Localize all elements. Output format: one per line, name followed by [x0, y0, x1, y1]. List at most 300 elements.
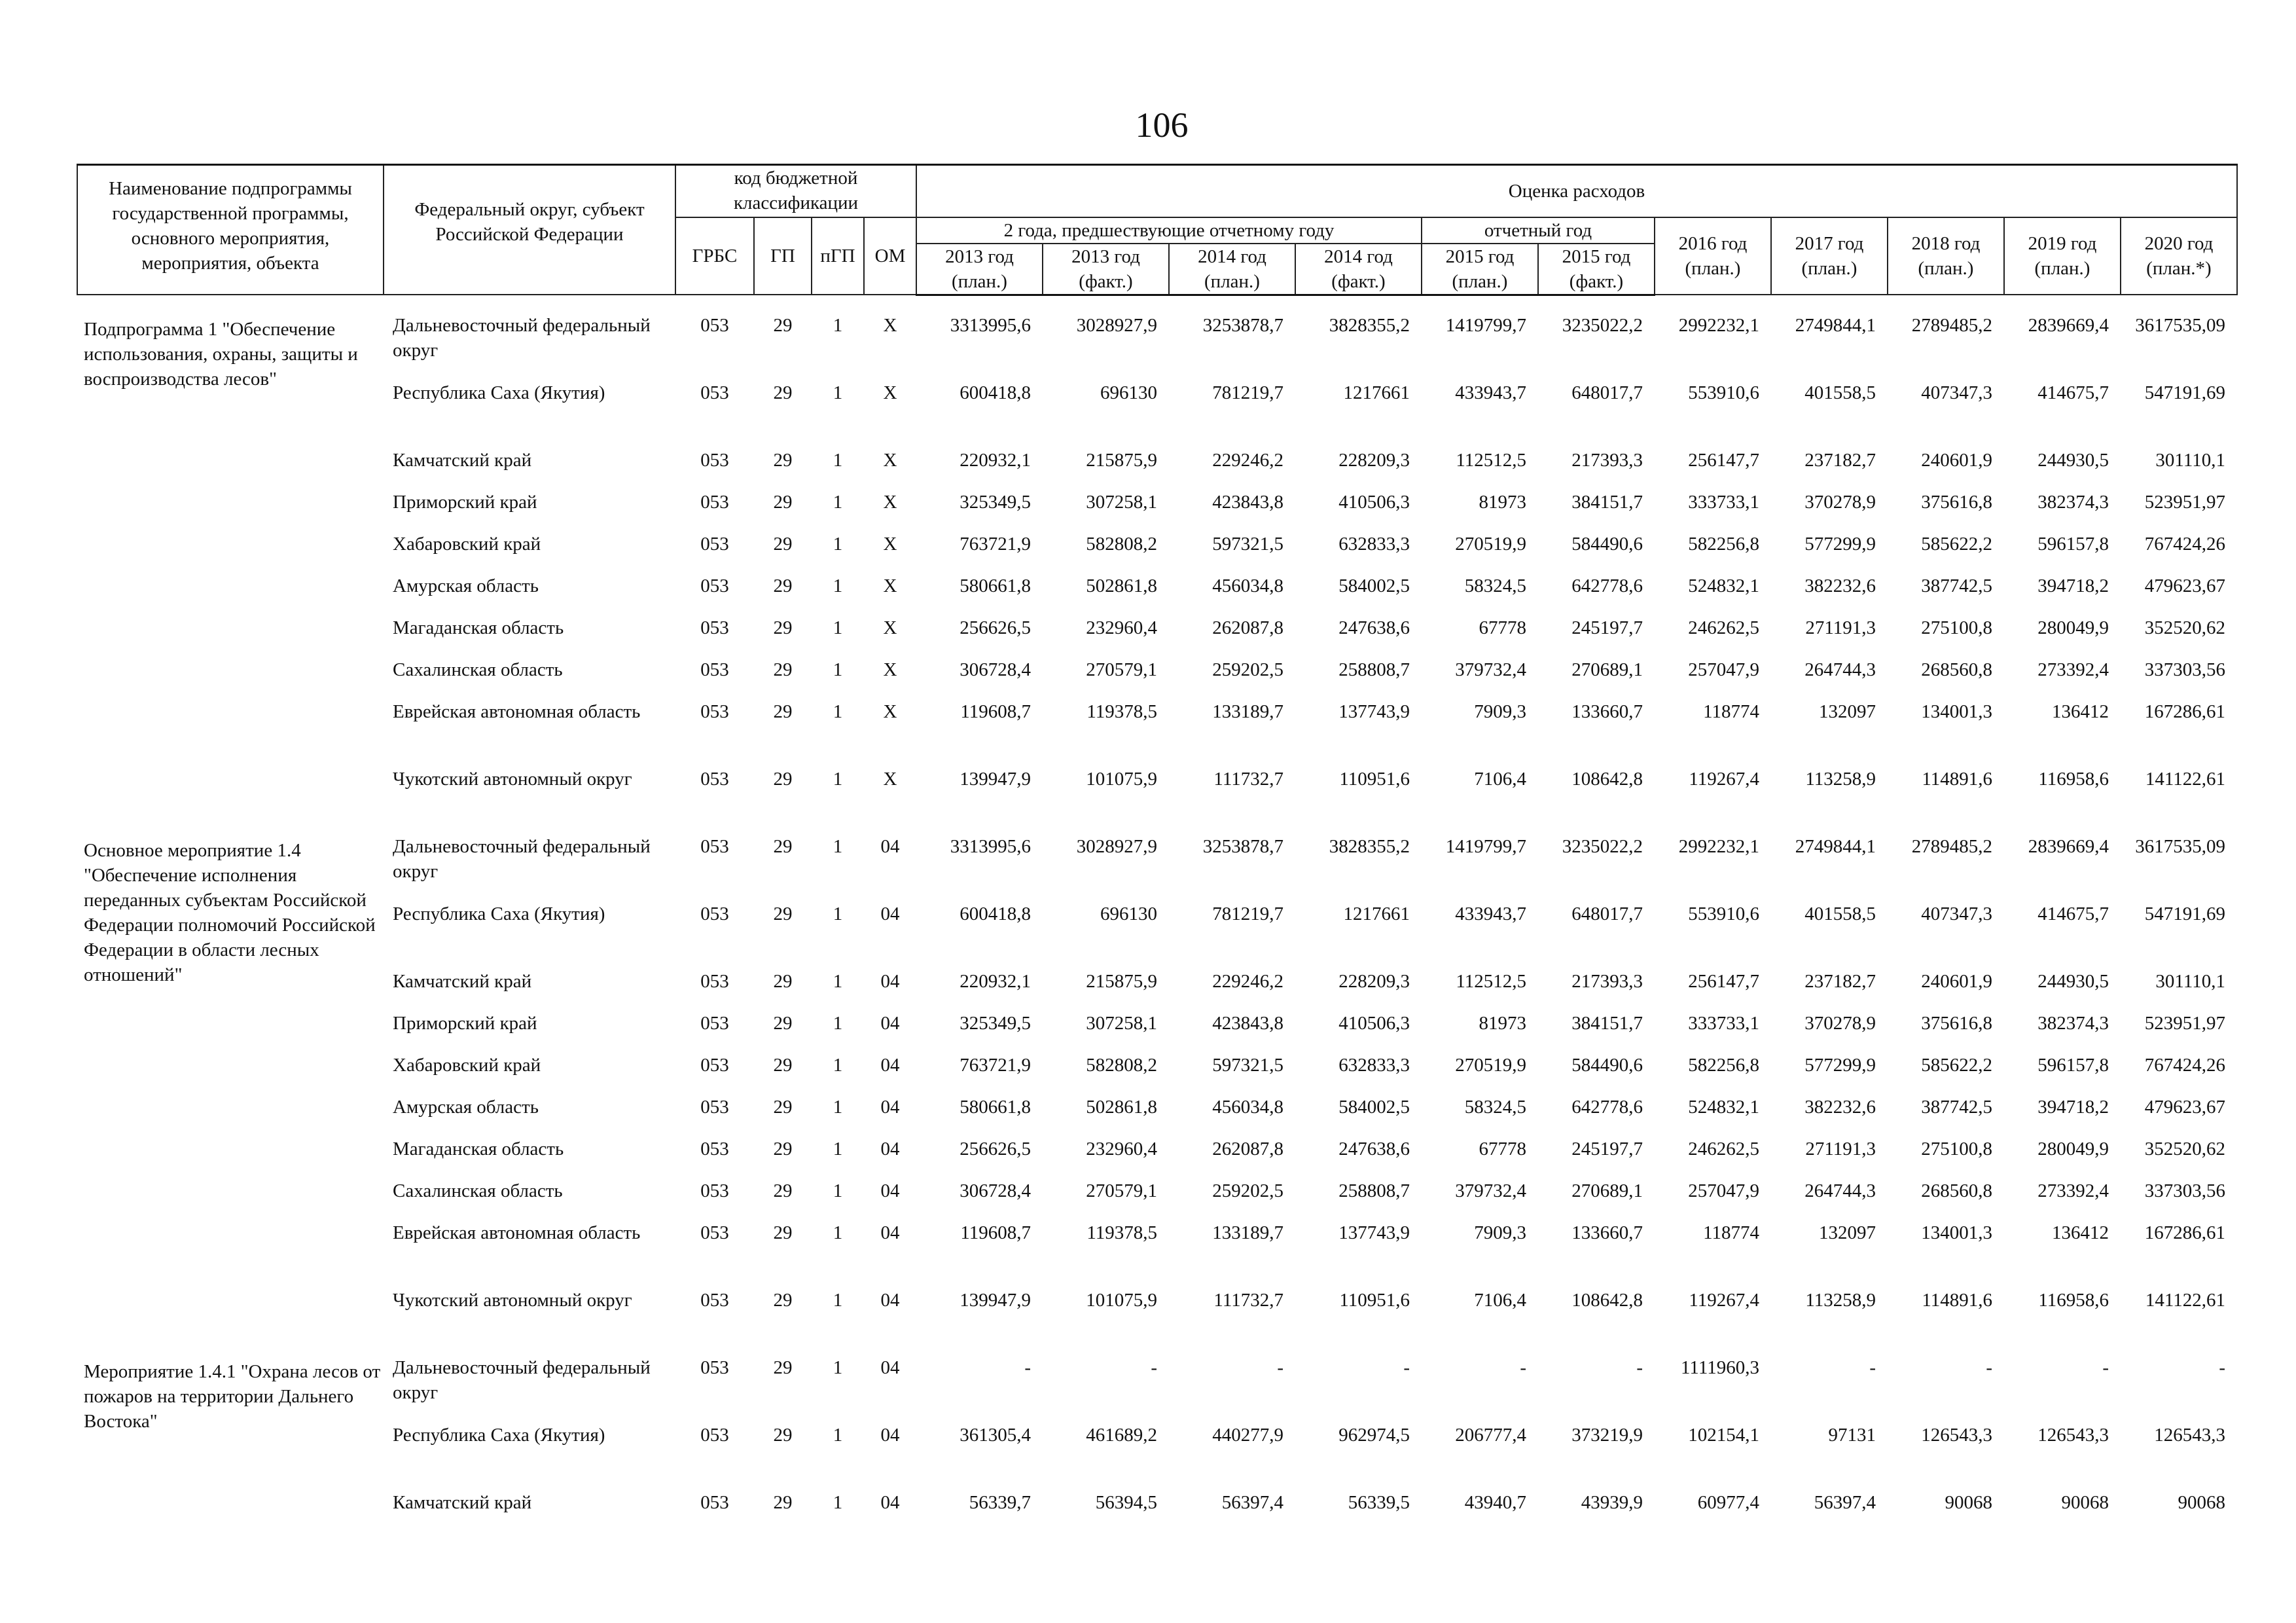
value-cell: 215875,9 — [1086, 970, 1157, 992]
value-cell: 229246,2 — [1212, 970, 1283, 992]
value-cell: 110951,6 — [1339, 768, 1410, 790]
value-cell: 270519,9 — [1455, 1054, 1526, 1076]
pgp-cell: 1 — [833, 382, 843, 403]
grbs-cell: 053 — [700, 382, 729, 403]
value-cell: 271191,3 — [1805, 1138, 1876, 1159]
value-cell: 132097 — [1819, 701, 1876, 722]
header-expense-eval: Оценка расходов — [916, 165, 2237, 217]
value-cell: 102154,1 — [1688, 1424, 1759, 1446]
value-cell: 352520,62 — [2144, 1138, 2225, 1159]
value-cell: 325349,5 — [960, 1012, 1031, 1034]
value-cell: 246262,5 — [1688, 1138, 1759, 1159]
gp-cell: 29 — [773, 382, 793, 403]
value-cell: 67778 — [1479, 1138, 1526, 1159]
region-cell: Камчатский край — [393, 970, 532, 992]
value-cell: 245197,7 — [1571, 617, 1643, 638]
gp-cell: 29 — [773, 1180, 793, 1201]
value-cell: - — [1520, 1357, 1526, 1378]
value-cell: 244930,5 — [2037, 449, 2109, 471]
header-2014-fact: 2014 год (факт.) — [1295, 244, 1422, 295]
value-cell: - — [1403, 1357, 1410, 1378]
activity-name: Подпрограмма 1 "Обеспечение использования, охраны, защиты и воспроизводства лесов" — [84, 318, 358, 390]
grbs-cell: 053 — [700, 1424, 729, 1446]
value-cell: 382232,6 — [1804, 575, 1876, 596]
table-row — [77, 1137, 2237, 1178]
value-cell: 7106,4 — [1474, 768, 1526, 790]
value-cell: 423843,8 — [1212, 491, 1283, 513]
header-two-years: 2 года, предшествующие отчетному году — [916, 217, 1422, 244]
grbs-cell: 053 — [700, 1491, 729, 1513]
value-cell: 139947,9 — [960, 768, 1031, 790]
region-cell: Камчатский край — [393, 1491, 532, 1513]
value-cell: 108642,8 — [1571, 1289, 1643, 1311]
value-cell: 2789485,2 — [1911, 314, 1992, 336]
value-cell: 110951,6 — [1339, 1289, 1410, 1311]
om-cell: 04 — [880, 1491, 900, 1513]
value-cell: 90068 — [1945, 1491, 1992, 1513]
region-cell: Республика Саха (Якутия) — [393, 382, 605, 403]
region-cell: Еврейская автономная область — [393, 1222, 641, 1243]
pgp-cell: 1 — [833, 768, 843, 790]
value-cell: 247638,6 — [1338, 1138, 1410, 1159]
value-cell: 273392,4 — [2037, 659, 2109, 680]
value-cell: 1419799,7 — [1445, 835, 1526, 857]
expenses-table — [77, 164, 2238, 1532]
value-cell: 257047,9 — [1688, 659, 1759, 680]
value-cell: - — [2219, 1357, 2225, 1378]
value-cell: 3235022,2 — [1562, 314, 1643, 336]
value-cell: - — [1869, 1357, 1876, 1378]
value-cell: 136412 — [2052, 701, 2109, 722]
value-cell: 113258,9 — [1805, 768, 1876, 790]
value-cell: 456034,8 — [1212, 1096, 1283, 1118]
value-cell: 584002,5 — [1338, 1096, 1410, 1118]
om-cell: Х — [883, 575, 897, 596]
value-cell: 547191,69 — [2144, 903, 2225, 924]
region-cell: Чукотский автономный округ — [393, 1289, 632, 1311]
region-cell: Сахалинская область — [393, 659, 563, 680]
gp-cell: 29 — [773, 1424, 793, 1446]
value-cell: 3617535,09 — [2135, 314, 2225, 336]
header-2014-plan: 2014 год (план.) — [1169, 244, 1295, 295]
value-cell: 133189,7 — [1212, 1222, 1283, 1243]
value-cell: 2749844,1 — [1795, 835, 1876, 857]
value-cell: 280049,9 — [2037, 617, 2109, 638]
value-cell: 333733,1 — [1688, 491, 1759, 513]
pgp-cell: 1 — [833, 1491, 843, 1513]
pgp-cell: 1 — [833, 1096, 843, 1118]
value-cell: 232960,4 — [1086, 1138, 1157, 1159]
gp-cell: 29 — [773, 1096, 793, 1118]
region-cell: Сахалинская область — [393, 1180, 563, 1201]
value-cell: 119267,4 — [1689, 768, 1759, 790]
value-cell: 3235022,2 — [1562, 835, 1643, 857]
grbs-cell: 053 — [700, 835, 729, 857]
value-cell: 270579,1 — [1086, 1180, 1157, 1201]
value-cell: 3028927,9 — [1076, 314, 1157, 336]
activity-name: Мероприятие 1.4.1 "Охрана лесов от пожаров на территории Дальнего Востока" — [84, 1360, 381, 1432]
value-cell: 245197,7 — [1571, 1138, 1643, 1159]
table-row — [77, 699, 2237, 767]
value-cell: 370278,9 — [1804, 1012, 1876, 1034]
value-cell: 134001,3 — [1921, 1222, 1992, 1243]
region-cell: Дальневосточный федеральный округ — [393, 314, 651, 361]
region-cell: Хабаровский край — [393, 533, 541, 555]
value-cell: 584490,6 — [1571, 533, 1643, 555]
table-row — [77, 902, 2237, 969]
value-cell: 375616,8 — [1921, 1012, 1992, 1034]
value-cell: 375616,8 — [1921, 491, 1992, 513]
om-cell: Х — [883, 449, 897, 471]
value-cell: 767424,26 — [2144, 1054, 2225, 1076]
region-cell: Магаданская область — [393, 1138, 564, 1159]
value-cell: 767424,26 — [2144, 533, 2225, 555]
value-cell: 240601,9 — [1921, 970, 1992, 992]
value-cell: 433943,7 — [1455, 903, 1526, 924]
value-cell: 3828355,2 — [1329, 835, 1410, 857]
value-cell: - — [2102, 1357, 2109, 1378]
gp-cell: 29 — [773, 659, 793, 680]
table-row — [77, 448, 2237, 490]
value-cell: 1217661 — [1343, 382, 1410, 403]
value-cell: 600418,8 — [960, 903, 1031, 924]
value-cell: 696130 — [1100, 903, 1157, 924]
value-cell: 373219,9 — [1571, 1424, 1643, 1446]
value-cell: 361305,4 — [960, 1424, 1031, 1446]
value-cell: 3313995,6 — [950, 835, 1031, 857]
value-cell: 382232,6 — [1804, 1096, 1876, 1118]
header-pgp: пГП — [812, 217, 864, 295]
region-cell: Еврейская автономная область — [393, 701, 641, 722]
table-row — [77, 834, 2237, 902]
value-cell: 58324,5 — [1464, 1096, 1526, 1118]
grbs-cell: 053 — [700, 903, 729, 924]
grbs-cell: 053 — [700, 1054, 729, 1076]
value-cell: 502861,8 — [1086, 575, 1157, 596]
value-cell: 112512,5 — [1456, 449, 1526, 471]
value-cell: 410506,3 — [1338, 491, 1410, 513]
value-cell: 382374,3 — [2037, 1012, 2109, 1034]
value-cell: 582256,8 — [1688, 1054, 1759, 1076]
value-cell: 584490,6 — [1571, 1054, 1643, 1076]
value-cell: 553910,6 — [1688, 903, 1759, 924]
value-cell: 258808,7 — [1338, 659, 1410, 680]
om-cell: Х — [883, 617, 897, 638]
spacer-row — [77, 295, 2237, 313]
table-row — [77, 490, 2237, 532]
value-cell: 407347,3 — [1921, 382, 1992, 403]
value-cell: 116958,6 — [2038, 768, 2109, 790]
value-cell: 379732,4 — [1455, 1180, 1526, 1201]
region-cell: Дальневосточный федеральный округ — [393, 835, 651, 882]
pgp-cell: 1 — [833, 701, 843, 722]
value-cell: 632833,3 — [1338, 1054, 1410, 1076]
value-cell: 270689,1 — [1571, 1180, 1643, 1201]
value-cell: 133660,7 — [1571, 701, 1643, 722]
grbs-cell: 053 — [700, 1289, 729, 1311]
value-cell: 1419799,7 — [1445, 314, 1526, 336]
value-cell: 256626,5 — [960, 1138, 1031, 1159]
om-cell: 04 — [880, 1424, 900, 1446]
gp-cell: 29 — [773, 970, 793, 992]
value-cell: 1217661 — [1343, 903, 1410, 924]
value-cell: 126543,3 — [1921, 1424, 1992, 1446]
value-cell: 137743,9 — [1338, 1222, 1410, 1243]
value-cell: 440277,9 — [1212, 1424, 1283, 1446]
value-cell: 3313995,6 — [950, 314, 1031, 336]
value-cell: 585622,2 — [1921, 533, 1992, 555]
value-cell: 585622,2 — [1921, 1054, 1992, 1076]
value-cell: 90068 — [2178, 1491, 2225, 1513]
gp-cell: 29 — [773, 533, 793, 555]
page-number: 106 — [1135, 105, 1189, 145]
om-cell: 04 — [880, 1222, 900, 1243]
header-2017: 2017 год (план.) — [1771, 217, 1888, 295]
value-cell: 126543,3 — [2154, 1424, 2225, 1446]
value-cell: 7909,3 — [1474, 1222, 1526, 1243]
activity-name: Основное мероприятие 1.4 "Обеспечение исполнения переданных субъектам Российской Федерации полномочий Российской Федерации в области лесных отношений" — [84, 839, 376, 985]
value-cell: 642778,6 — [1571, 575, 1643, 596]
value-cell: 136412 — [2052, 1222, 2109, 1243]
value-cell: 394718,2 — [2037, 575, 2109, 596]
value-cell: 2749844,1 — [1795, 314, 1876, 336]
grbs-cell: 053 — [700, 533, 729, 555]
value-cell: 600418,8 — [960, 382, 1031, 403]
value-cell: 1111960,3 — [1680, 1357, 1759, 1378]
table-row — [77, 1490, 2237, 1532]
om-cell: 04 — [880, 1138, 900, 1159]
header-region: Федеральный округ, субъект Российской Федерации — [384, 165, 675, 295]
value-cell: 237182,7 — [1804, 970, 1876, 992]
value-cell: 264744,3 — [1804, 659, 1876, 680]
table-row — [77, 1355, 2237, 1423]
value-cell: 763721,9 — [960, 1054, 1031, 1076]
pgp-cell: 1 — [833, 491, 843, 513]
om-cell: Х — [883, 382, 897, 403]
value-cell: 384151,7 — [1571, 491, 1643, 513]
value-cell: 56397,4 — [1221, 1491, 1283, 1513]
value-cell: 547191,69 — [2144, 382, 2225, 403]
value-cell: 394718,2 — [2037, 1096, 2109, 1118]
value-cell: - — [1986, 1357, 1992, 1378]
value-cell: 301110,1 — [2155, 970, 2225, 992]
value-cell: 596157,8 — [2037, 1054, 2109, 1076]
value-cell: 262087,8 — [1212, 1138, 1283, 1159]
value-cell: 337303,56 — [2144, 659, 2225, 680]
value-cell: 648017,7 — [1571, 903, 1643, 924]
om-cell: Х — [883, 314, 897, 336]
value-cell: 2789485,2 — [1911, 835, 1992, 857]
gp-cell: 29 — [773, 575, 793, 596]
header-2019: 2019 год (план.) — [2004, 217, 2121, 295]
grbs-cell: 053 — [700, 659, 729, 680]
value-cell: 414675,7 — [2037, 382, 2109, 403]
value-cell: 228209,3 — [1338, 970, 1410, 992]
grbs-cell: 053 — [700, 768, 729, 790]
value-cell: 479623,67 — [2144, 1096, 2225, 1118]
om-cell: 04 — [880, 1357, 900, 1378]
om-cell: 04 — [880, 970, 900, 992]
value-cell: 116958,6 — [2038, 1289, 2109, 1311]
value-cell: 632833,3 — [1338, 533, 1410, 555]
region-cell: Чукотский автономный округ — [393, 768, 632, 790]
pgp-cell: 1 — [833, 970, 843, 992]
value-cell: 580661,8 — [960, 1096, 1031, 1118]
value-cell: 333733,1 — [1688, 1012, 1759, 1034]
value-cell: 401558,5 — [1804, 903, 1876, 924]
value-cell: 58324,5 — [1464, 575, 1526, 596]
value-cell: 414675,7 — [2037, 903, 2109, 924]
table-row — [77, 767, 2237, 834]
value-cell: 215875,9 — [1086, 449, 1157, 471]
value-cell: 597321,5 — [1212, 1054, 1283, 1076]
om-cell: 04 — [880, 1054, 900, 1076]
grbs-cell: 053 — [700, 617, 729, 638]
value-cell: 43940,7 — [1464, 1491, 1526, 1513]
value-cell: 259202,5 — [1212, 1180, 1283, 1201]
value-cell: 268560,8 — [1921, 659, 1992, 680]
pgp-cell: 1 — [833, 1054, 843, 1076]
gp-cell: 29 — [773, 1222, 793, 1243]
header-2018: 2018 год (план.) — [1888, 217, 2004, 295]
value-cell: 270689,1 — [1571, 659, 1643, 680]
value-cell: 3828355,2 — [1329, 314, 1410, 336]
om-cell: Х — [883, 701, 897, 722]
value-cell: - — [1024, 1357, 1031, 1378]
value-cell: 502861,8 — [1086, 1096, 1157, 1118]
value-cell: 456034,8 — [1212, 575, 1283, 596]
table-header — [77, 165, 2237, 295]
value-cell: 523951,97 — [2144, 1012, 2225, 1034]
grbs-cell: 053 — [700, 1096, 729, 1118]
value-cell: 111732,7 — [1213, 768, 1283, 790]
grbs-cell: 053 — [700, 491, 729, 513]
value-cell: 763721,9 — [960, 533, 1031, 555]
pgp-cell: 1 — [833, 449, 843, 471]
value-cell: 90068 — [2061, 1491, 2109, 1513]
value-cell: 577299,9 — [1804, 533, 1876, 555]
value-cell: 258808,7 — [1338, 1180, 1410, 1201]
value-cell: 118774 — [1703, 701, 1759, 722]
gp-cell: 29 — [773, 1012, 793, 1034]
value-cell: 401558,5 — [1804, 382, 1876, 403]
table-row — [77, 969, 2237, 1011]
region-cell: Амурская область — [393, 1096, 539, 1118]
value-cell: 246262,5 — [1688, 617, 1759, 638]
value-cell: 306728,4 — [960, 659, 1031, 680]
region-cell: Амурская область — [393, 575, 539, 596]
value-cell: 56339,7 — [969, 1491, 1031, 1513]
value-cell: 582256,8 — [1688, 533, 1759, 555]
table-row — [77, 1220, 2237, 1288]
value-cell: 597321,5 — [1212, 533, 1283, 555]
value-cell: 81973 — [1479, 1012, 1526, 1034]
gp-cell: 29 — [773, 1357, 793, 1378]
value-cell: 3617535,09 — [2135, 835, 2225, 857]
value-cell: 3253878,7 — [1202, 835, 1283, 857]
pgp-cell: 1 — [833, 1180, 843, 1201]
value-cell: 240601,9 — [1921, 449, 1992, 471]
grbs-cell: 053 — [700, 575, 729, 596]
header-2015-fact: 2015 год (факт.) — [1538, 244, 1655, 295]
value-cell: 270519,9 — [1455, 533, 1526, 555]
grbs-cell: 053 — [700, 449, 729, 471]
value-cell: 119378,5 — [1086, 701, 1157, 722]
om-cell: Х — [883, 768, 897, 790]
value-cell: 262087,8 — [1212, 617, 1283, 638]
header-budget-code: код бюджетной классификации — [675, 165, 916, 217]
table-row — [77, 574, 2237, 615]
value-cell: 337303,56 — [2144, 1180, 2225, 1201]
pgp-cell: 1 — [833, 1289, 843, 1311]
om-cell: Х — [883, 533, 897, 555]
value-cell: 962974,5 — [1338, 1424, 1410, 1446]
pgp-cell: 1 — [833, 314, 843, 336]
value-cell: 271191,3 — [1805, 617, 1876, 638]
table-row — [77, 1011, 2237, 1053]
pgp-cell: 1 — [833, 1357, 843, 1378]
value-cell: 270579,1 — [1086, 659, 1157, 680]
grbs-cell: 053 — [700, 1357, 729, 1378]
value-cell: 217393,3 — [1571, 970, 1643, 992]
om-cell: 04 — [880, 1180, 900, 1201]
value-cell: 81973 — [1479, 491, 1526, 513]
value-cell: 577299,9 — [1804, 1054, 1876, 1076]
om-cell: 04 — [880, 1012, 900, 1034]
value-cell: 67778 — [1479, 617, 1526, 638]
value-cell: - — [1277, 1357, 1283, 1378]
gp-cell: 29 — [773, 701, 793, 722]
value-cell: 325349,5 — [960, 491, 1031, 513]
value-cell: 307258,1 — [1086, 1012, 1157, 1034]
om-cell: 04 — [880, 903, 900, 924]
table-row — [77, 1178, 2237, 1220]
value-cell: 524832,1 — [1688, 575, 1759, 596]
gp-cell: 29 — [773, 768, 793, 790]
value-cell: 379732,4 — [1455, 659, 1526, 680]
region-cell: Камчатский край — [393, 449, 532, 471]
value-cell: 114891,6 — [1922, 768, 1992, 790]
value-cell: 217393,3 — [1571, 449, 1643, 471]
om-cell: 04 — [880, 835, 900, 857]
header-om: ОМ — [864, 217, 916, 295]
value-cell: 119608,7 — [960, 701, 1031, 722]
value-cell: 141122,61 — [2145, 1289, 2225, 1311]
value-cell: 137743,9 — [1338, 701, 1410, 722]
value-cell: 229246,2 — [1212, 449, 1283, 471]
header-2015-plan: 2015 год (план.) — [1422, 244, 1538, 295]
value-cell: 220932,1 — [960, 449, 1031, 471]
grbs-cell: 053 — [700, 1222, 729, 1243]
om-cell: 04 — [880, 1096, 900, 1118]
value-cell: 275100,8 — [1921, 617, 1992, 638]
pgp-cell: 1 — [833, 1222, 843, 1243]
grbs-cell: 053 — [700, 1180, 729, 1201]
value-cell: 237182,7 — [1804, 449, 1876, 471]
value-cell: 407347,3 — [1921, 903, 1992, 924]
gp-cell: 29 — [773, 314, 793, 336]
header-name: Наименование подпрограммы государственной программы, основного мероприятия, мероприятия, объекта — [77, 165, 384, 295]
value-cell: 167286,61 — [2144, 1222, 2225, 1243]
gp-cell: 29 — [773, 1054, 793, 1076]
value-cell: 97131 — [1828, 1424, 1876, 1446]
pgp-cell: 1 — [833, 1012, 843, 1034]
grbs-cell: 053 — [700, 1012, 729, 1034]
value-cell: 423843,8 — [1212, 1012, 1283, 1034]
value-cell: 264744,3 — [1804, 1180, 1876, 1201]
value-cell: 133660,7 — [1571, 1222, 1643, 1243]
table-row — [77, 1053, 2237, 1095]
